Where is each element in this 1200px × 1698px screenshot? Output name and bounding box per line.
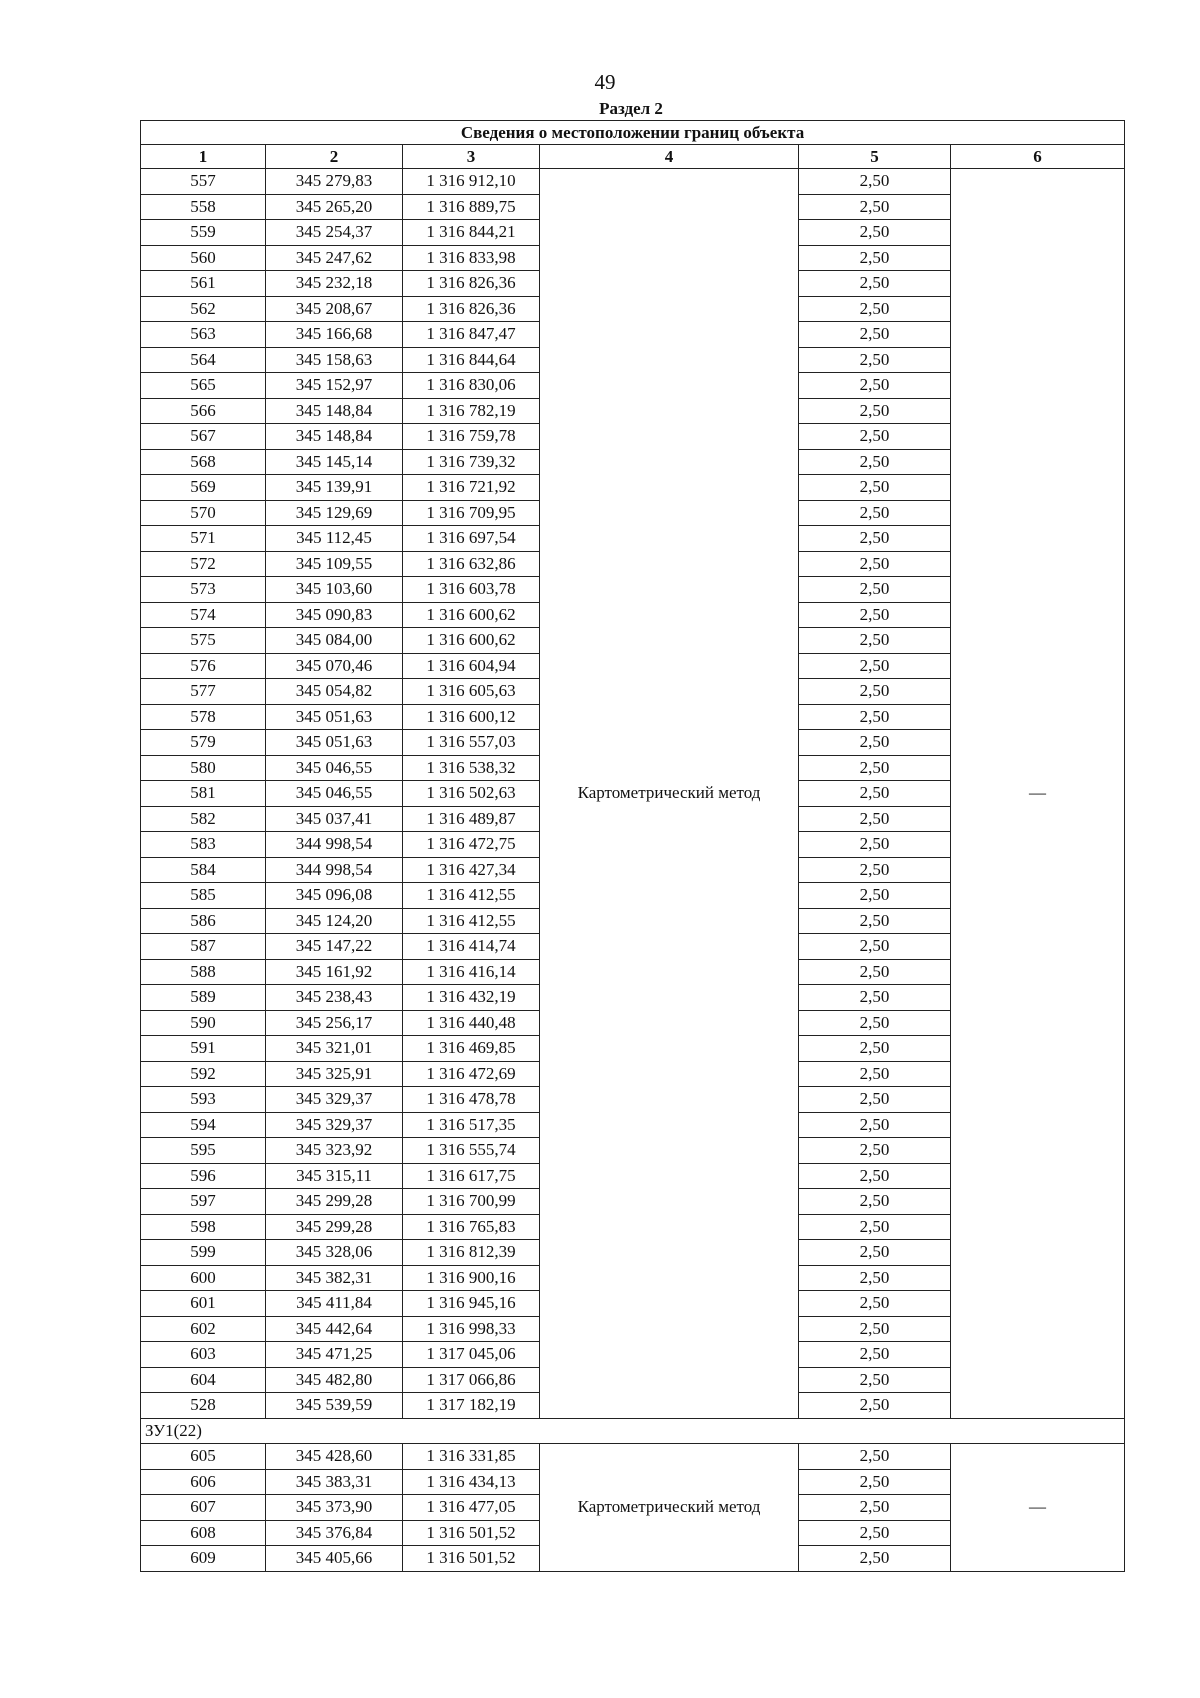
x-coordinate-cell: 345 247,62: [266, 245, 403, 271]
point-number-cell: 598: [141, 1214, 266, 1240]
accuracy-cell: 2,50: [799, 296, 951, 322]
x-coordinate-cell: 345 383,31: [266, 1469, 403, 1495]
y-coordinate-cell: 1 316 617,75: [403, 1163, 540, 1189]
y-coordinate-cell: 1 317 182,19: [403, 1393, 540, 1419]
y-coordinate-cell: 1 316 847,47: [403, 322, 540, 348]
point-number-cell: 558: [141, 194, 266, 220]
point-number-cell: 567: [141, 424, 266, 450]
y-coordinate-cell: 1 316 709,95: [403, 500, 540, 526]
y-coordinate-cell: 1 316 489,87: [403, 806, 540, 832]
accuracy-cell: 2,50: [799, 577, 951, 603]
column-6-cell: —: [951, 169, 1125, 1419]
y-coordinate-cell: 1 316 889,75: [403, 194, 540, 220]
accuracy-cell: 2,50: [799, 1163, 951, 1189]
section-title: Раздел 2: [599, 99, 663, 118]
y-coordinate-cell: 1 316 812,39: [403, 1240, 540, 1266]
x-coordinate-cell: 345 382,31: [266, 1265, 403, 1291]
x-coordinate-cell: 345 279,83: [266, 169, 403, 195]
point-number-cell: 582: [141, 806, 266, 832]
y-coordinate-cell: 1 316 477,05: [403, 1495, 540, 1521]
y-coordinate-cell: 1 316 632,86: [403, 551, 540, 577]
y-coordinate-cell: 1 316 604,94: [403, 653, 540, 679]
y-coordinate-cell: 1 316 501,52: [403, 1546, 540, 1572]
x-coordinate-cell: 345 124,20: [266, 908, 403, 934]
point-number-cell: 590: [141, 1010, 266, 1036]
y-coordinate-cell: 1 316 844,64: [403, 347, 540, 373]
point-number-cell: 600: [141, 1265, 266, 1291]
x-coordinate-cell: 345 232,18: [266, 271, 403, 297]
x-coordinate-cell: 345 373,90: [266, 1495, 403, 1521]
column-header-row: [141, 145, 1125, 169]
point-number-cell: 569: [141, 475, 266, 501]
accuracy-cell: 2,50: [799, 934, 951, 960]
point-number-cell: 580: [141, 755, 266, 781]
y-coordinate-cell: 1 316 472,69: [403, 1061, 540, 1087]
accuracy-cell: 2,50: [799, 781, 951, 807]
x-coordinate-cell: 345 148,84: [266, 424, 403, 450]
accuracy-cell: 2,50: [799, 194, 951, 220]
x-coordinate-cell: 344 998,54: [266, 857, 403, 883]
point-number-cell: 608: [141, 1520, 266, 1546]
y-coordinate-cell: 1 316 900,16: [403, 1265, 540, 1291]
accuracy-cell: 2,50: [799, 857, 951, 883]
point-number-cell: 584: [141, 857, 266, 883]
accuracy-cell: 2,50: [799, 1010, 951, 1036]
column-header: 1: [141, 145, 266, 169]
y-coordinate-cell: 1 316 434,13: [403, 1469, 540, 1495]
accuracy-cell: 2,50: [799, 679, 951, 705]
x-coordinate-cell: 345 482,80: [266, 1367, 403, 1393]
point-number-cell: 587: [141, 934, 266, 960]
column-header: 6: [951, 145, 1125, 169]
point-number-cell: 562: [141, 296, 266, 322]
y-coordinate-cell: 1 316 538,32: [403, 755, 540, 781]
point-number-cell: 528: [141, 1393, 266, 1419]
accuracy-cell: 2,50: [799, 1546, 951, 1572]
accuracy-cell: 2,50: [799, 1444, 951, 1470]
table-row: [141, 1444, 1125, 1470]
x-coordinate-cell: 345 315,11: [266, 1163, 403, 1189]
y-coordinate-cell: 1 316 603,78: [403, 577, 540, 603]
accuracy-cell: 2,50: [799, 449, 951, 475]
accuracy-cell: 2,50: [799, 1240, 951, 1266]
column-header: 2: [266, 145, 403, 169]
y-coordinate-cell: 1 316 427,34: [403, 857, 540, 883]
point-number-cell: 599: [141, 1240, 266, 1266]
accuracy-cell: 2,50: [799, 526, 951, 552]
column-header: 3: [403, 145, 540, 169]
point-number-cell: 578: [141, 704, 266, 730]
column-6-cell: —: [951, 1444, 1125, 1572]
y-coordinate-cell: 1 316 517,35: [403, 1112, 540, 1138]
x-coordinate-cell: 345 103,60: [266, 577, 403, 603]
x-coordinate-cell: 345 051,63: [266, 730, 403, 756]
accuracy-cell: 2,50: [799, 908, 951, 934]
x-coordinate-cell: 345 329,37: [266, 1087, 403, 1113]
x-coordinate-cell: 345 299,28: [266, 1214, 403, 1240]
y-coordinate-cell: 1 316 697,54: [403, 526, 540, 552]
y-coordinate-cell: 1 316 721,92: [403, 475, 540, 501]
x-coordinate-cell: 345 325,91: [266, 1061, 403, 1087]
x-coordinate-cell: 345 147,22: [266, 934, 403, 960]
table-title: Сведения о местоположении границ объекта: [141, 121, 1125, 145]
group-row: [141, 1418, 1125, 1444]
method-cell: Картометрический метод: [540, 1444, 799, 1572]
point-number-cell: 572: [141, 551, 266, 577]
accuracy-cell: 2,50: [799, 373, 951, 399]
x-coordinate-cell: 345 084,00: [266, 628, 403, 654]
group-label: ЗУ1(22): [141, 1418, 1125, 1444]
y-coordinate-cell: 1 316 412,55: [403, 883, 540, 909]
x-coordinate-cell: 345 254,37: [266, 220, 403, 246]
point-number-cell: 579: [141, 730, 266, 756]
x-coordinate-cell: 345 238,43: [266, 985, 403, 1011]
x-coordinate-cell: 345 471,25: [266, 1342, 403, 1368]
x-coordinate-cell: 345 208,67: [266, 296, 403, 322]
accuracy-cell: 2,50: [799, 959, 951, 985]
point-number-cell: 563: [141, 322, 266, 348]
accuracy-cell: 2,50: [799, 1393, 951, 1419]
x-coordinate-cell: 345 129,69: [266, 500, 403, 526]
y-coordinate-cell: 1 316 605,63: [403, 679, 540, 705]
y-coordinate-cell: 1 316 830,06: [403, 373, 540, 399]
point-number-cell: 570: [141, 500, 266, 526]
x-coordinate-cell: 345 329,37: [266, 1112, 403, 1138]
accuracy-cell: 2,50: [799, 806, 951, 832]
x-coordinate-cell: 345 096,08: [266, 883, 403, 909]
point-number-cell: 559: [141, 220, 266, 246]
point-number-cell: 593: [141, 1087, 266, 1113]
accuracy-cell: 2,50: [799, 755, 951, 781]
point-number-cell: 557: [141, 169, 266, 195]
accuracy-cell: 2,50: [799, 730, 951, 756]
accuracy-cell: 2,50: [799, 1189, 951, 1215]
x-coordinate-cell: 345 090,83: [266, 602, 403, 628]
x-coordinate-cell: 345 166,68: [266, 322, 403, 348]
x-coordinate-cell: 345 158,63: [266, 347, 403, 373]
point-number-cell: 595: [141, 1138, 266, 1164]
point-number-cell: 601: [141, 1291, 266, 1317]
y-coordinate-cell: 1 316 945,16: [403, 1291, 540, 1317]
accuracy-cell: 2,50: [799, 398, 951, 424]
x-coordinate-cell: 345 256,17: [266, 1010, 403, 1036]
x-coordinate-cell: 345 299,28: [266, 1189, 403, 1215]
x-coordinate-cell: 345 539,59: [266, 1393, 403, 1419]
x-coordinate-cell: 345 152,97: [266, 373, 403, 399]
point-number-cell: 566: [141, 398, 266, 424]
x-coordinate-cell: 345 148,84: [266, 398, 403, 424]
x-coordinate-cell: 345 051,63: [266, 704, 403, 730]
x-coordinate-cell: 345 070,46: [266, 653, 403, 679]
point-number-cell: 577: [141, 679, 266, 705]
point-number-cell: 571: [141, 526, 266, 552]
y-coordinate-cell: 1 316 478,78: [403, 1087, 540, 1113]
point-number-cell: 592: [141, 1061, 266, 1087]
accuracy-cell: 2,50: [799, 1061, 951, 1087]
point-number-cell: 586: [141, 908, 266, 934]
accuracy-cell: 2,50: [799, 1342, 951, 1368]
table-title-row: [141, 121, 1125, 145]
x-coordinate-cell: 345 376,84: [266, 1520, 403, 1546]
point-number-cell: 585: [141, 883, 266, 909]
method-cell: Картометрический метод: [540, 169, 799, 1419]
y-coordinate-cell: 1 316 555,74: [403, 1138, 540, 1164]
accuracy-cell: 2,50: [799, 602, 951, 628]
point-number-cell: 583: [141, 832, 266, 858]
x-coordinate-cell: 345 265,20: [266, 194, 403, 220]
x-coordinate-cell: 345 054,82: [266, 679, 403, 705]
point-number-cell: 602: [141, 1316, 266, 1342]
y-coordinate-cell: 1 316 412,55: [403, 908, 540, 934]
y-coordinate-cell: 1 316 600,62: [403, 628, 540, 654]
accuracy-cell: 2,50: [799, 1520, 951, 1546]
y-coordinate-cell: 1 316 600,12: [403, 704, 540, 730]
point-number-cell: 564: [141, 347, 266, 373]
accuracy-cell: 2,50: [799, 271, 951, 297]
accuracy-cell: 2,50: [799, 475, 951, 501]
point-number-cell: 565: [141, 373, 266, 399]
x-coordinate-cell: 345 046,55: [266, 781, 403, 807]
accuracy-cell: 2,50: [799, 1214, 951, 1240]
point-number-cell: 581: [141, 781, 266, 807]
accuracy-cell: 2,50: [799, 220, 951, 246]
x-coordinate-cell: 345 112,45: [266, 526, 403, 552]
y-coordinate-cell: 1 316 501,52: [403, 1520, 540, 1546]
point-number-cell: 589: [141, 985, 266, 1011]
point-number-cell: 605: [141, 1444, 266, 1470]
point-number-cell: 591: [141, 1036, 266, 1062]
x-coordinate-cell: 345 323,92: [266, 1138, 403, 1164]
point-number-cell: 606: [141, 1469, 266, 1495]
accuracy-cell: 2,50: [799, 169, 951, 195]
point-number-cell: 603: [141, 1342, 266, 1368]
accuracy-cell: 2,50: [799, 245, 951, 271]
y-coordinate-cell: 1 317 045,06: [403, 1342, 540, 1368]
accuracy-cell: 2,50: [799, 832, 951, 858]
accuracy-cell: 2,50: [799, 424, 951, 450]
y-coordinate-cell: 1 316 416,14: [403, 959, 540, 985]
accuracy-cell: 2,50: [799, 704, 951, 730]
column-header: 4: [540, 145, 799, 169]
y-coordinate-cell: 1 316 759,78: [403, 424, 540, 450]
y-coordinate-cell: 1 316 440,48: [403, 1010, 540, 1036]
y-coordinate-cell: 1 316 432,19: [403, 985, 540, 1011]
accuracy-cell: 2,50: [799, 1316, 951, 1342]
x-coordinate-cell: 345 405,66: [266, 1546, 403, 1572]
x-coordinate-cell: 345 145,14: [266, 449, 403, 475]
point-number-cell: 573: [141, 577, 266, 603]
y-coordinate-cell: 1 316 912,10: [403, 169, 540, 195]
accuracy-cell: 2,50: [799, 1469, 951, 1495]
point-number-cell: 594: [141, 1112, 266, 1138]
accuracy-cell: 2,50: [799, 1265, 951, 1291]
point-number-cell: 597: [141, 1189, 266, 1215]
y-coordinate-cell: 1 316 472,75: [403, 832, 540, 858]
y-coordinate-cell: 1 316 700,99: [403, 1189, 540, 1215]
accuracy-cell: 2,50: [799, 551, 951, 577]
accuracy-cell: 2,50: [799, 1291, 951, 1317]
accuracy-cell: 2,50: [799, 1087, 951, 1113]
point-number-cell: 607: [141, 1495, 266, 1521]
table-body: [141, 121, 1125, 1572]
x-coordinate-cell: 345 328,06: [266, 1240, 403, 1266]
x-coordinate-cell: 344 998,54: [266, 832, 403, 858]
point-number-cell: 560: [141, 245, 266, 271]
y-coordinate-cell: 1 316 469,85: [403, 1036, 540, 1062]
y-coordinate-cell: 1 316 600,62: [403, 602, 540, 628]
y-coordinate-cell: 1 316 331,85: [403, 1444, 540, 1470]
boundary-table: [140, 120, 1125, 1572]
x-coordinate-cell: 345 037,41: [266, 806, 403, 832]
y-coordinate-cell: 1 316 826,36: [403, 271, 540, 297]
accuracy-cell: 2,50: [799, 1367, 951, 1393]
x-coordinate-cell: 345 321,01: [266, 1036, 403, 1062]
accuracy-cell: 2,50: [799, 500, 951, 526]
column-header: 5: [799, 145, 951, 169]
y-coordinate-cell: 1 316 833,98: [403, 245, 540, 271]
y-coordinate-cell: 1 316 557,03: [403, 730, 540, 756]
accuracy-cell: 2,50: [799, 1036, 951, 1062]
y-coordinate-cell: 1 316 502,63: [403, 781, 540, 807]
table-row: [141, 169, 1125, 195]
accuracy-cell: 2,50: [799, 347, 951, 373]
x-coordinate-cell: 345 046,55: [266, 755, 403, 781]
accuracy-cell: 2,50: [799, 1495, 951, 1521]
y-coordinate-cell: 1 316 844,21: [403, 220, 540, 246]
page-number: 49: [594, 70, 616, 94]
y-coordinate-cell: 1 317 066,86: [403, 1367, 540, 1393]
y-coordinate-cell: 1 316 739,32: [403, 449, 540, 475]
accuracy-cell: 2,50: [799, 322, 951, 348]
x-coordinate-cell: 345 411,84: [266, 1291, 403, 1317]
point-number-cell: 574: [141, 602, 266, 628]
accuracy-cell: 2,50: [799, 1138, 951, 1164]
x-coordinate-cell: 345 442,64: [266, 1316, 403, 1342]
y-coordinate-cell: 1 316 414,74: [403, 934, 540, 960]
point-number-cell: 604: [141, 1367, 266, 1393]
y-coordinate-cell: 1 316 826,36: [403, 296, 540, 322]
x-coordinate-cell: 345 428,60: [266, 1444, 403, 1470]
x-coordinate-cell: 345 139,91: [266, 475, 403, 501]
y-coordinate-cell: 1 316 998,33: [403, 1316, 540, 1342]
point-number-cell: 588: [141, 959, 266, 985]
accuracy-cell: 2,50: [799, 1112, 951, 1138]
x-coordinate-cell: 345 161,92: [266, 959, 403, 985]
accuracy-cell: 2,50: [799, 653, 951, 679]
point-number-cell: 568: [141, 449, 266, 475]
x-coordinate-cell: 345 109,55: [266, 551, 403, 577]
point-number-cell: 575: [141, 628, 266, 654]
accuracy-cell: 2,50: [799, 985, 951, 1011]
point-number-cell: 596: [141, 1163, 266, 1189]
y-coordinate-cell: 1 316 782,19: [403, 398, 540, 424]
y-coordinate-cell: 1 316 765,83: [403, 1214, 540, 1240]
accuracy-cell: 2,50: [799, 628, 951, 654]
point-number-cell: 561: [141, 271, 266, 297]
accuracy-cell: 2,50: [799, 883, 951, 909]
point-number-cell: 609: [141, 1546, 266, 1572]
point-number-cell: 576: [141, 653, 266, 679]
